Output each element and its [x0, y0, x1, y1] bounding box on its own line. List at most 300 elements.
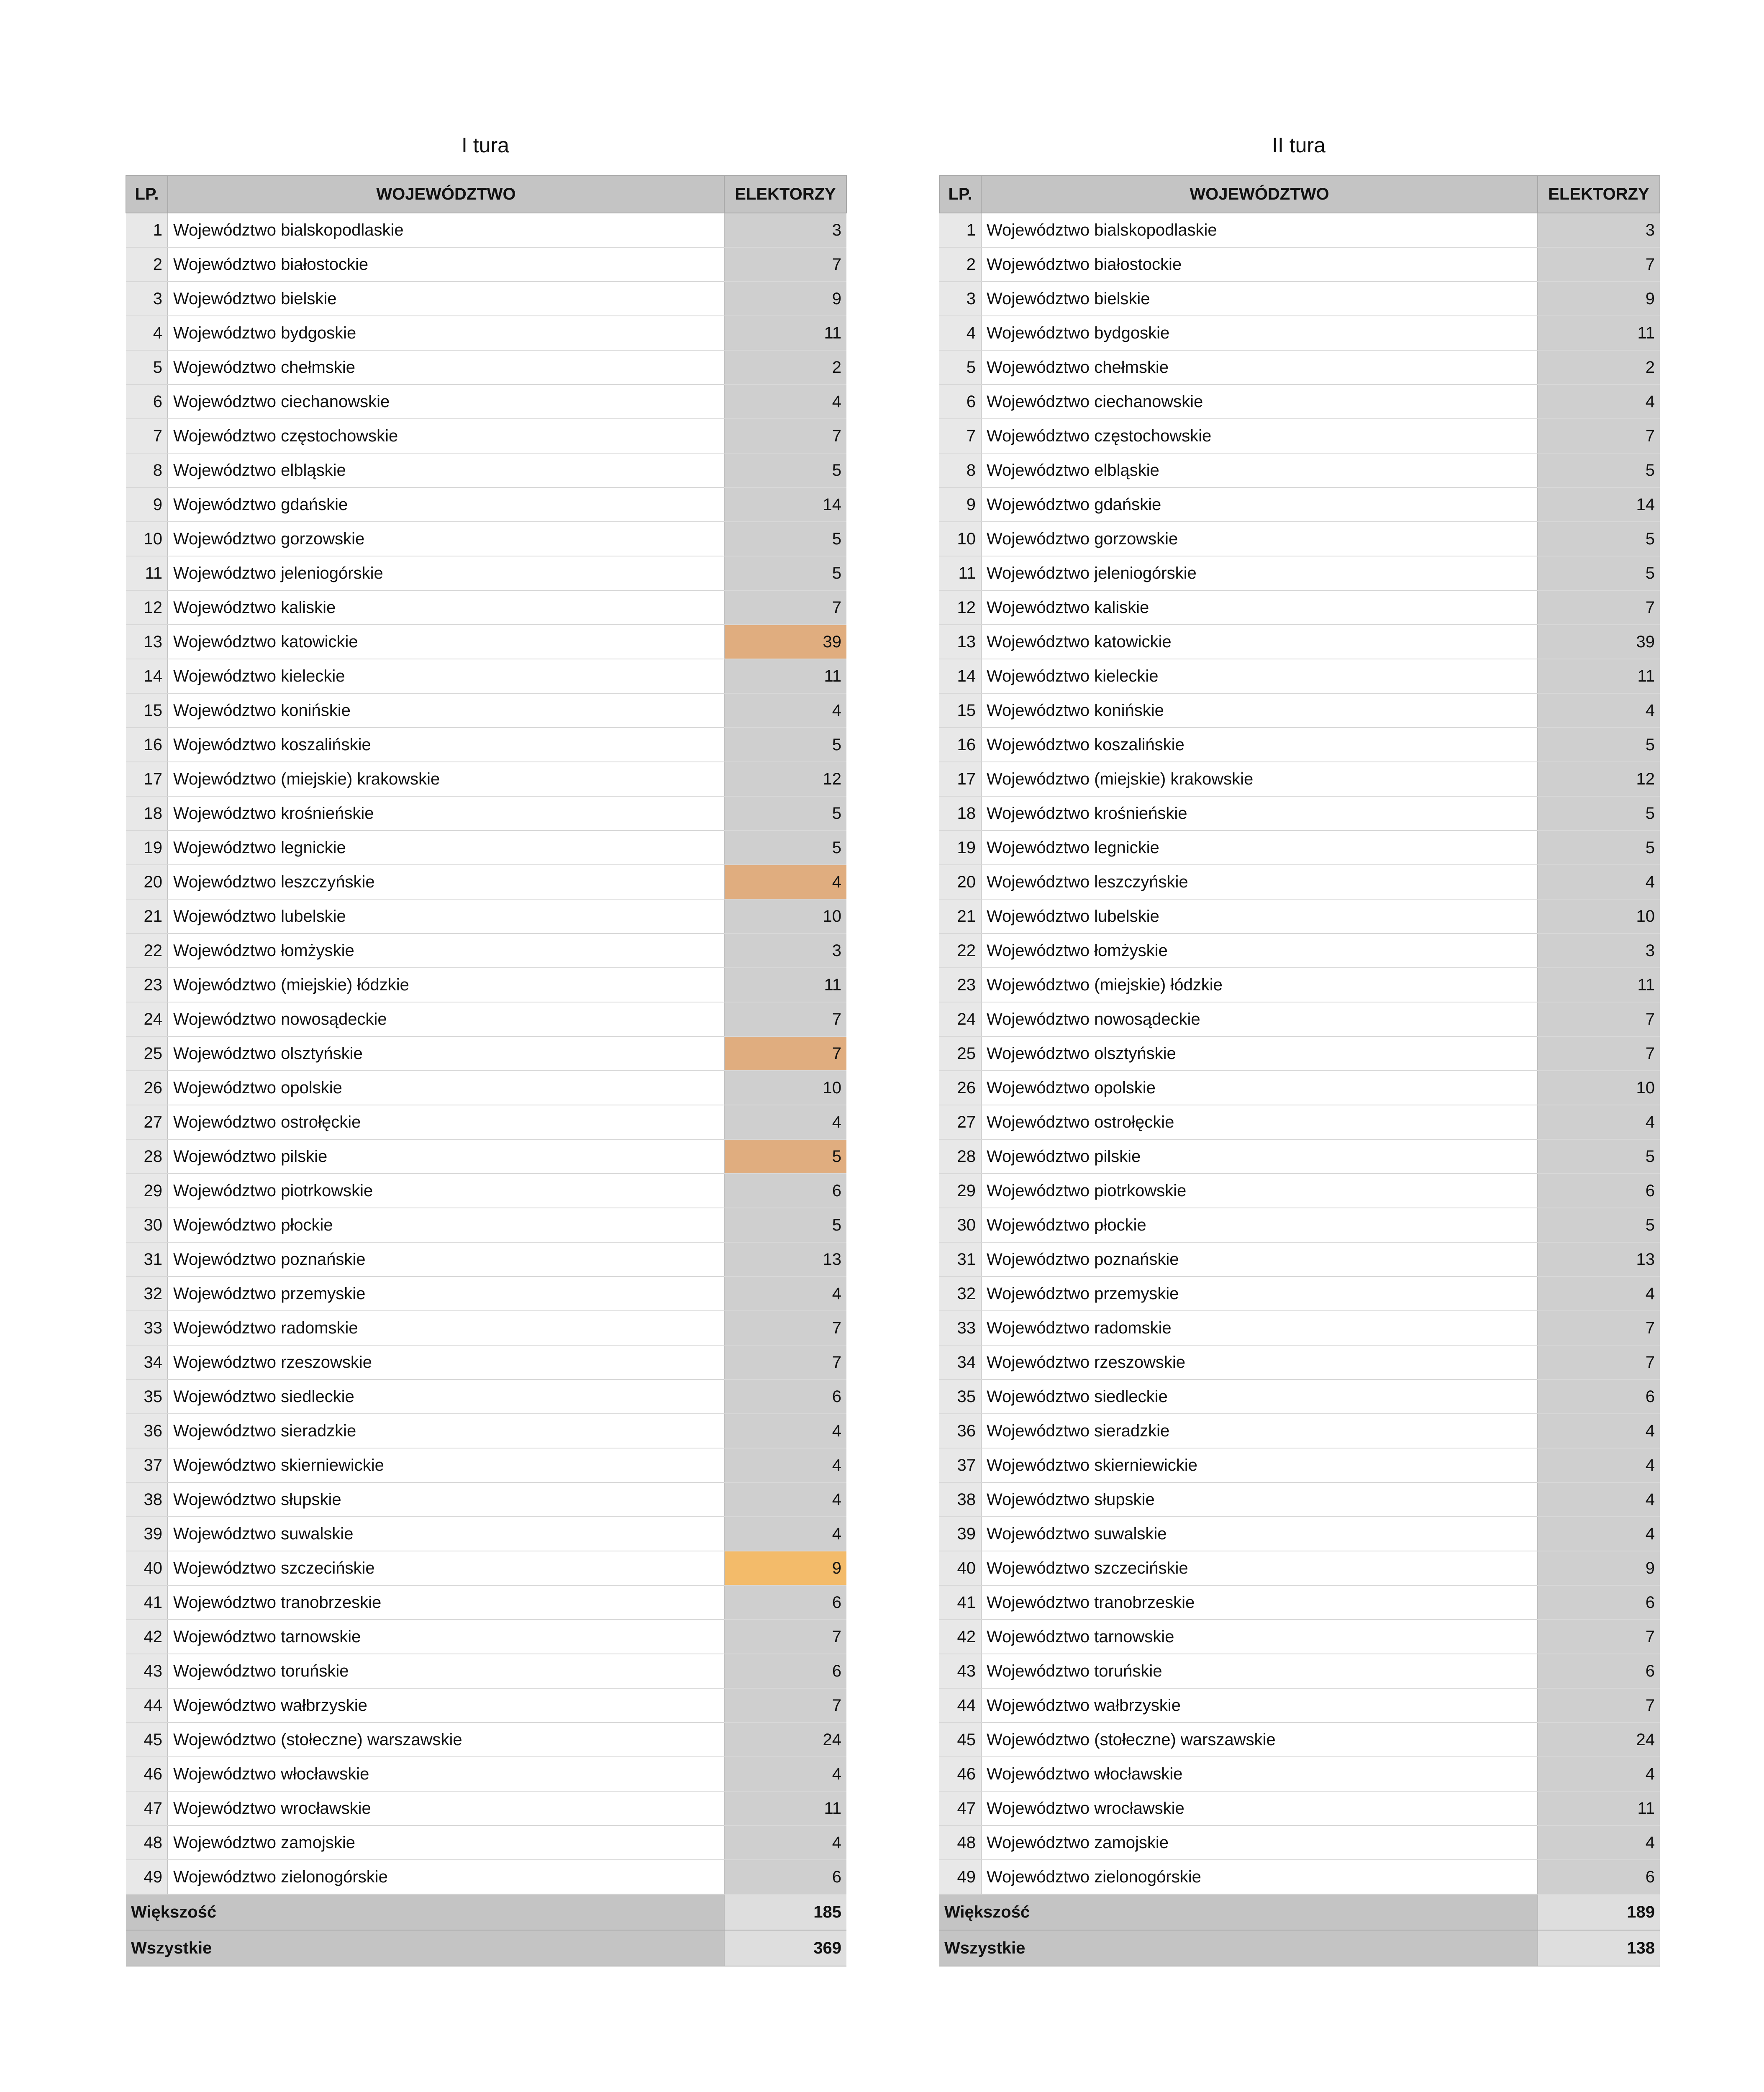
row-wojewodztwo: Województwo elbląskie — [168, 453, 724, 487]
row-lp: 19 — [939, 831, 981, 865]
row-elektorzy: 5 — [1538, 796, 1660, 831]
row-wojewodztwo: Województwo tranobrzeskie — [168, 1585, 724, 1620]
row-lp: 36 — [126, 1414, 168, 1448]
row-lp: 4 — [126, 316, 168, 350]
row-lp: 35 — [939, 1379, 981, 1414]
row-wojewodztwo: Województwo (miejskie) łódzkie — [981, 968, 1538, 1002]
row-lp: 22 — [126, 933, 168, 968]
table-row — [939, 625, 1660, 659]
row-wojewodztwo: Województwo legnickie — [981, 831, 1538, 865]
row-elektorzy: 6 — [724, 1174, 846, 1208]
row-elektorzy: 7 — [1538, 1036, 1660, 1071]
table-row — [126, 899, 846, 933]
row-wojewodztwo: Województwo ostrołęckie — [981, 1105, 1538, 1139]
row-elektorzy: 5 — [1538, 831, 1660, 865]
table-row — [126, 1345, 846, 1379]
table-row — [939, 1174, 1660, 1208]
table-row — [126, 1688, 846, 1723]
table-row — [126, 1860, 846, 1894]
row-lp: 42 — [126, 1620, 168, 1654]
table-row — [126, 419, 846, 453]
row-wojewodztwo: Województwo płockie — [168, 1208, 724, 1242]
table-row — [126, 1585, 846, 1620]
row-elektorzy: 9 — [1538, 1551, 1660, 1585]
row-wojewodztwo: Województwo słupskie — [981, 1482, 1538, 1517]
row-elektorzy: 7 — [724, 590, 846, 625]
row-wojewodztwo: Województwo bialskopodlaskie — [981, 213, 1538, 247]
row-elektorzy: 3 — [1538, 213, 1660, 247]
row-lp: 16 — [126, 728, 168, 762]
row-elektorzy: 4 — [724, 1277, 846, 1311]
row-wojewodztwo: Województwo opolskie — [168, 1071, 724, 1105]
row-wojewodztwo: Województwo suwalskie — [981, 1517, 1538, 1551]
row-wojewodztwo: Województwo (stołeczne) warszawskie — [168, 1723, 724, 1757]
row-elektorzy: 9 — [724, 282, 846, 316]
row-lp: 27 — [939, 1105, 981, 1139]
row-lp: 34 — [939, 1345, 981, 1379]
table-row — [126, 1002, 846, 1036]
table-row — [126, 933, 846, 968]
row-wojewodztwo: Województwo toruńskie — [168, 1654, 724, 1688]
row-lp: 12 — [939, 590, 981, 625]
row-wojewodztwo: Województwo wałbrzyskie — [168, 1688, 724, 1723]
row-elektorzy: 7 — [724, 419, 846, 453]
row-elektorzy: 6 — [724, 1654, 846, 1688]
row-wojewodztwo: Województwo piotrkowskie — [168, 1174, 724, 1208]
row-elektorzy: 7 — [1538, 1345, 1660, 1379]
row-elektorzy: 11 — [724, 316, 846, 350]
table-row — [126, 865, 846, 899]
table-row — [939, 693, 1660, 728]
row-elektorzy: 7 — [1538, 1311, 1660, 1345]
total-value: 369 — [724, 1930, 846, 1966]
row-wojewodztwo: Województwo ostrołęckie — [168, 1105, 724, 1139]
table-row — [939, 213, 1660, 247]
row-elektorzy: 5 — [724, 556, 846, 590]
row-wojewodztwo: Województwo krośnieńskie — [981, 796, 1538, 831]
row-lp: 7 — [126, 419, 168, 453]
row-lp: 19 — [126, 831, 168, 865]
table-row — [939, 247, 1660, 282]
row-wojewodztwo: Województwo kaliskie — [981, 590, 1538, 625]
row-elektorzy: 14 — [724, 487, 846, 522]
row-elektorzy: 6 — [1538, 1654, 1660, 1688]
row-lp: 20 — [939, 865, 981, 899]
table-row — [126, 590, 846, 625]
row-wojewodztwo: Województwo zielonogórskie — [168, 1860, 724, 1894]
majority-row — [126, 1894, 846, 1930]
row-lp: 29 — [939, 1174, 981, 1208]
row-elektorzy: 4 — [1538, 1482, 1660, 1517]
row-elektorzy: 3 — [1538, 933, 1660, 968]
row-lp: 2 — [126, 247, 168, 282]
row-wojewodztwo: Województwo (stołeczne) warszawskie — [981, 1723, 1538, 1757]
row-elektorzy: 5 — [1538, 453, 1660, 487]
table-row — [939, 1791, 1660, 1825]
row-lp: 21 — [126, 899, 168, 933]
table-row — [126, 1071, 846, 1105]
row-elektorzy: 4 — [724, 1757, 846, 1791]
row-lp: 14 — [126, 659, 168, 693]
table-row — [939, 659, 1660, 693]
row-wojewodztwo: Województwo lubelskie — [168, 899, 724, 933]
row-wojewodztwo: Województwo olsztyńskie — [168, 1036, 724, 1071]
row-lp: 10 — [939, 522, 981, 556]
row-lp: 11 — [939, 556, 981, 590]
row-wojewodztwo: Województwo (miejskie) krakowskie — [168, 762, 724, 796]
table-row — [939, 1379, 1660, 1414]
row-lp: 7 — [939, 419, 981, 453]
row-wojewodztwo: Województwo bialskopodlaskie — [168, 213, 724, 247]
row-wojewodztwo: Województwo pilskie — [168, 1139, 724, 1174]
row-lp: 9 — [939, 487, 981, 522]
majority-label: Większość — [939, 1894, 1538, 1930]
row-lp: 47 — [939, 1791, 981, 1825]
row-wojewodztwo: Województwo rzeszowskie — [168, 1345, 724, 1379]
row-wojewodztwo: Województwo piotrkowskie — [981, 1174, 1538, 1208]
table-row — [939, 933, 1660, 968]
row-elektorzy: 4 — [1538, 1757, 1660, 1791]
round2-electors-table — [939, 175, 1660, 1966]
row-wojewodztwo: Województwo tarnowskie — [981, 1620, 1538, 1654]
row-elektorzy: 4 — [1538, 1517, 1660, 1551]
row-elektorzy: 4 — [724, 865, 846, 899]
table-row — [126, 1242, 846, 1277]
table-row — [939, 1517, 1660, 1551]
row-elektorzy: 14 — [1538, 487, 1660, 522]
row-elektorzy: 12 — [724, 762, 846, 796]
row-wojewodztwo: Województwo sieradzkie — [168, 1414, 724, 1448]
row-lp: 11 — [126, 556, 168, 590]
row-elektorzy: 11 — [724, 968, 846, 1002]
table-row — [126, 556, 846, 590]
table-row — [939, 899, 1660, 933]
row-lp: 28 — [939, 1139, 981, 1174]
table-row — [126, 1174, 846, 1208]
row-wojewodztwo: Województwo siedleckie — [168, 1379, 724, 1414]
row-lp: 39 — [126, 1517, 168, 1551]
table-row — [939, 590, 1660, 625]
row-wojewodztwo: Województwo katowickie — [981, 625, 1538, 659]
row-wojewodztwo: Województwo włocławskie — [981, 1757, 1538, 1791]
table-row — [939, 831, 1660, 865]
row-elektorzy: 5 — [724, 1139, 846, 1174]
table-row — [939, 1482, 1660, 1517]
row-elektorzy: 39 — [724, 625, 846, 659]
row-lp: 40 — [939, 1551, 981, 1585]
row-wojewodztwo: Województwo szczecińskie — [981, 1551, 1538, 1585]
row-wojewodztwo: Województwo wrocławskie — [168, 1791, 724, 1825]
row-wojewodztwo: Województwo nowosądeckie — [981, 1002, 1538, 1036]
row-lp: 34 — [126, 1345, 168, 1379]
row-wojewodztwo: Województwo wrocławskie — [981, 1791, 1538, 1825]
row-elektorzy: 5 — [724, 1208, 846, 1242]
row-elektorzy: 6 — [1538, 1174, 1660, 1208]
table-row — [939, 1860, 1660, 1894]
row-elektorzy: 10 — [1538, 1071, 1660, 1105]
row-lp: 4 — [939, 316, 981, 350]
row-wojewodztwo: Województwo rzeszowskie — [981, 1345, 1538, 1379]
row-elektorzy: 7 — [724, 247, 846, 282]
row-lp: 32 — [939, 1277, 981, 1311]
table-row — [939, 385, 1660, 419]
row-lp: 5 — [126, 350, 168, 385]
row-lp: 13 — [126, 625, 168, 659]
row-wojewodztwo: Województwo radomskie — [168, 1311, 724, 1345]
row-elektorzy: 4 — [1538, 1825, 1660, 1860]
row-wojewodztwo: Województwo białostockie — [168, 247, 724, 282]
col-lp: LP. — [939, 175, 981, 213]
row-elektorzy: 13 — [724, 1242, 846, 1277]
row-elektorzy: 12 — [1538, 762, 1660, 796]
row-lp: 41 — [939, 1585, 981, 1620]
row-lp: 6 — [126, 385, 168, 419]
row-lp: 9 — [126, 487, 168, 522]
row-elektorzy: 5 — [724, 831, 846, 865]
table-row — [126, 522, 846, 556]
row-wojewodztwo: Województwo szczecińskie — [168, 1551, 724, 1585]
row-lp: 46 — [939, 1757, 981, 1791]
table-row — [939, 1242, 1660, 1277]
row-wojewodztwo: Województwo bydgoskie — [168, 316, 724, 350]
table-row — [126, 968, 846, 1002]
row-elektorzy: 5 — [1538, 556, 1660, 590]
table-row — [126, 350, 846, 385]
row-elektorzy: 5 — [724, 453, 846, 487]
row-wojewodztwo: Województwo skierniewickie — [168, 1448, 724, 1482]
table-row — [939, 282, 1660, 316]
table-row — [939, 487, 1660, 522]
row-elektorzy: 7 — [724, 1688, 846, 1723]
row-lp: 25 — [939, 1036, 981, 1071]
row-lp: 32 — [126, 1277, 168, 1311]
majority-row — [939, 1894, 1660, 1930]
row-wojewodztwo: Województwo zamojskie — [168, 1825, 724, 1860]
row-elektorzy: 5 — [724, 796, 846, 831]
table-row — [126, 1654, 846, 1688]
table-row — [126, 1036, 846, 1071]
row-elektorzy: 10 — [1538, 899, 1660, 933]
row-elektorzy: 4 — [724, 1482, 846, 1517]
row-lp: 48 — [939, 1825, 981, 1860]
row-wojewodztwo: Województwo częstochowskie — [981, 419, 1538, 453]
row-elektorzy: 7 — [724, 1345, 846, 1379]
table-row — [126, 796, 846, 831]
row-wojewodztwo: Województwo kieleckie — [168, 659, 724, 693]
row-elektorzy: 11 — [1538, 659, 1660, 693]
total-row — [126, 1930, 846, 1966]
row-lp: 23 — [126, 968, 168, 1002]
row-wojewodztwo: Województwo poznańskie — [168, 1242, 724, 1277]
row-wojewodztwo: Województwo włocławskie — [168, 1757, 724, 1791]
row-wojewodztwo: Województwo gorzowskie — [168, 522, 724, 556]
table-row — [939, 1414, 1660, 1448]
row-wojewodztwo: Województwo olsztyńskie — [981, 1036, 1538, 1071]
table-row — [126, 316, 846, 350]
row-lp: 45 — [126, 1723, 168, 1757]
row-wojewodztwo: Województwo częstochowskie — [168, 419, 724, 453]
row-wojewodztwo: Województwo chełmskie — [981, 350, 1538, 385]
row-lp: 1 — [939, 213, 981, 247]
row-lp: 8 — [126, 453, 168, 487]
row-lp: 18 — [939, 796, 981, 831]
row-elektorzy: 4 — [1538, 385, 1660, 419]
row-wojewodztwo: Województwo chełmskie — [168, 350, 724, 385]
row-lp: 3 — [126, 282, 168, 316]
row-lp: 16 — [939, 728, 981, 762]
row-elektorzy: 39 — [1538, 625, 1660, 659]
table-row — [939, 522, 1660, 556]
row-wojewodztwo: Województwo krośnieńskie — [168, 796, 724, 831]
row-wojewodztwo: Województwo skierniewickie — [981, 1448, 1538, 1482]
table-row — [126, 453, 846, 487]
row-lp: 38 — [939, 1482, 981, 1517]
table-row — [939, 1139, 1660, 1174]
row-elektorzy: 7 — [724, 1036, 846, 1071]
row-lp: 40 — [126, 1551, 168, 1585]
table-row — [939, 1002, 1660, 1036]
row-elektorzy: 7 — [724, 1311, 846, 1345]
table-row — [126, 1791, 846, 1825]
row-elektorzy: 4 — [1538, 865, 1660, 899]
majority-label: Większość — [126, 1894, 724, 1930]
row-lp: 26 — [126, 1071, 168, 1105]
table-row — [939, 1345, 1660, 1379]
row-lp: 49 — [939, 1860, 981, 1894]
table-row — [126, 1311, 846, 1345]
table-row — [126, 693, 846, 728]
col-elektorzy: ELEKTORZY — [724, 175, 846, 213]
row-elektorzy: 4 — [1538, 1105, 1660, 1139]
row-elektorzy: 7 — [1538, 1620, 1660, 1654]
row-elektorzy: 4 — [724, 1825, 846, 1860]
row-wojewodztwo: Województwo koszalińskie — [981, 728, 1538, 762]
row-elektorzy: 4 — [724, 385, 846, 419]
row-lp: 33 — [939, 1311, 981, 1345]
table-row — [126, 1620, 846, 1654]
row-wojewodztwo: Województwo leszczyńskie — [168, 865, 724, 899]
row-lp: 20 — [126, 865, 168, 899]
table-row — [126, 1517, 846, 1551]
row-lp: 37 — [939, 1448, 981, 1482]
row-lp: 24 — [939, 1002, 981, 1036]
row-elektorzy: 5 — [724, 522, 846, 556]
row-lp: 23 — [939, 968, 981, 1002]
row-lp: 33 — [126, 1311, 168, 1345]
table-row — [939, 1723, 1660, 1757]
table-row — [126, 831, 846, 865]
col-wojewodztwo: WOJEWÓDZTWO — [168, 175, 724, 213]
row-lp: 13 — [939, 625, 981, 659]
row-wojewodztwo: Województwo (miejskie) łódzkie — [168, 968, 724, 1002]
table-row — [126, 1105, 846, 1139]
row-elektorzy: 7 — [1538, 247, 1660, 282]
row-elektorzy: 4 — [724, 693, 846, 728]
row-lp: 35 — [126, 1379, 168, 1414]
table-row — [939, 796, 1660, 831]
row-wojewodztwo: Województwo jeleniogórskie — [981, 556, 1538, 590]
row-lp: 30 — [939, 1208, 981, 1242]
table-row — [126, 659, 846, 693]
row-elektorzy: 3 — [724, 933, 846, 968]
row-lp: 38 — [126, 1482, 168, 1517]
table-row — [939, 865, 1660, 899]
row-wojewodztwo: Województwo ciechanowskie — [168, 385, 724, 419]
row-wojewodztwo: Województwo radomskie — [981, 1311, 1538, 1345]
table-row — [939, 1585, 1660, 1620]
table-row — [939, 1208, 1660, 1242]
row-wojewodztwo: Województwo kaliskie — [168, 590, 724, 625]
row-elektorzy: 5 — [724, 728, 846, 762]
table-row — [939, 1036, 1660, 1071]
table-row — [126, 1825, 846, 1860]
row-lp: 15 — [126, 693, 168, 728]
table-row — [126, 1379, 846, 1414]
row-lp: 10 — [126, 522, 168, 556]
table-row — [939, 1448, 1660, 1482]
row-wojewodztwo: Województwo konińskie — [981, 693, 1538, 728]
row-wojewodztwo: Województwo (miejskie) krakowskie — [981, 762, 1538, 796]
row-wojewodztwo: Województwo zielonogórskie — [981, 1860, 1538, 1894]
row-wojewodztwo: Województwo jeleniogórskie — [168, 556, 724, 590]
row-wojewodztwo: Województwo zamojskie — [981, 1825, 1538, 1860]
row-wojewodztwo: Województwo bydgoskie — [981, 316, 1538, 350]
row-lp: 42 — [939, 1620, 981, 1654]
row-elektorzy: 6 — [1538, 1379, 1660, 1414]
row-wojewodztwo: Województwo kieleckie — [981, 659, 1538, 693]
row-wojewodztwo: Województwo łomżyskie — [168, 933, 724, 968]
table-row — [126, 1757, 846, 1791]
row-wojewodztwo: Województwo leszczyńskie — [981, 865, 1538, 899]
row-elektorzy: 13 — [1538, 1242, 1660, 1277]
table-row — [939, 1105, 1660, 1139]
table-row — [939, 1654, 1660, 1688]
row-lp: 14 — [939, 659, 981, 693]
row-lp: 8 — [939, 453, 981, 487]
table-row — [939, 1551, 1660, 1585]
row-lp: 31 — [939, 1242, 981, 1277]
col-elektorzy: ELEKTORZY — [1538, 175, 1660, 213]
total-label: Wszystkie — [939, 1930, 1538, 1966]
row-lp: 31 — [126, 1242, 168, 1277]
row-wojewodztwo: Województwo opolskie — [981, 1071, 1538, 1105]
row-elektorzy: 4 — [1538, 1277, 1660, 1311]
row-elektorzy: 11 — [724, 1791, 846, 1825]
total-value: 138 — [1538, 1930, 1660, 1966]
row-lp: 28 — [126, 1139, 168, 1174]
row-wojewodztwo: Województwo suwalskie — [168, 1517, 724, 1551]
row-wojewodztwo: Województwo łomżyskie — [981, 933, 1538, 968]
row-elektorzy: 4 — [1538, 693, 1660, 728]
row-lp: 43 — [939, 1654, 981, 1688]
row-lp: 47 — [126, 1791, 168, 1825]
table-row — [939, 316, 1660, 350]
row-wojewodztwo: Województwo elbląskie — [981, 453, 1538, 487]
row-wojewodztwo: Województwo białostockie — [981, 247, 1538, 282]
table-row — [939, 419, 1660, 453]
total-row — [939, 1930, 1660, 1966]
row-lp: 17 — [939, 762, 981, 796]
row-elektorzy: 6 — [1538, 1585, 1660, 1620]
row-wojewodztwo: Województwo sieradzkie — [981, 1414, 1538, 1448]
row-elektorzy: 4 — [1538, 1448, 1660, 1482]
row-elektorzy: 6 — [724, 1379, 846, 1414]
row-wojewodztwo: Województwo siedleckie — [981, 1379, 1538, 1414]
row-wojewodztwo: Województwo katowickie — [168, 625, 724, 659]
row-elektorzy: 7 — [1538, 590, 1660, 625]
row-wojewodztwo: Województwo płockie — [981, 1208, 1538, 1242]
table-row — [939, 556, 1660, 590]
